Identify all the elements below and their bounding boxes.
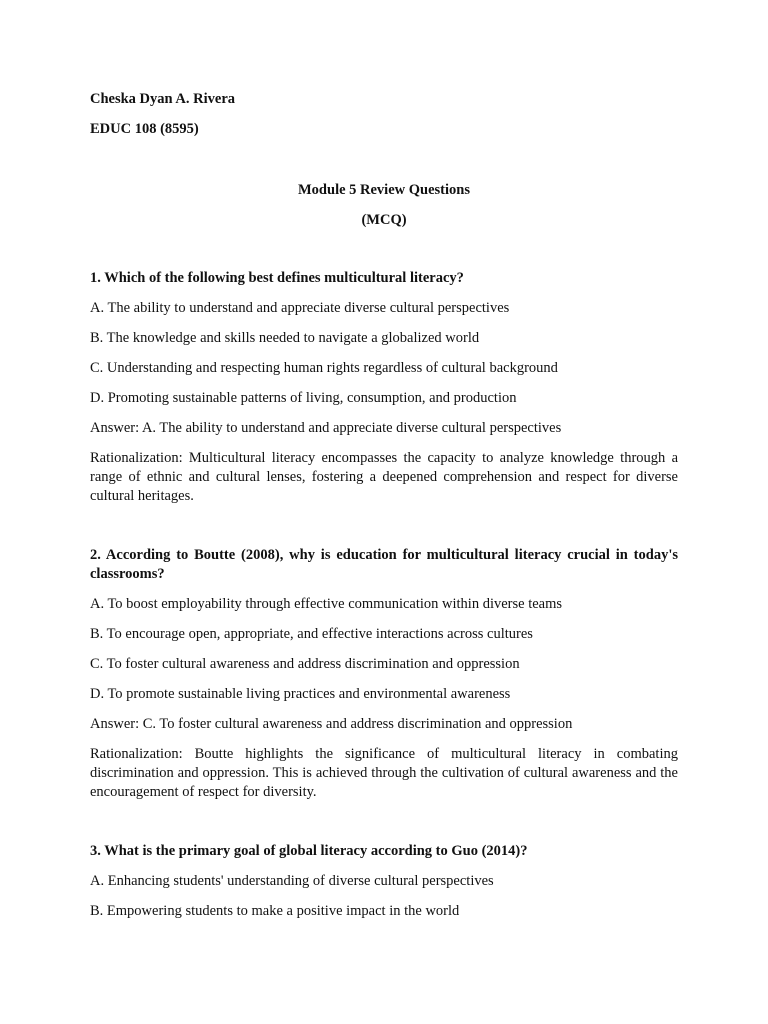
option-c: C. Understanding and respecting human rights regardless of cultural background: [90, 360, 558, 376]
question-1: [90, 269, 678, 506]
question-text: 2. According to Boutte (2008), why is education for multicultural literacy crucial in today's classrooms?: [90, 547, 678, 582]
question-2: [90, 546, 678, 802]
option-a: A. To boost employability through effective communication within diverse teams: [90, 596, 563, 612]
question-text: 1. Which of the following best defines multicultural literacy?: [90, 270, 464, 286]
author-name: Cheska Dyan A. Rivera: [90, 91, 236, 107]
option-d: D. To promote sustainable living practices and environmental awareness: [90, 686, 511, 702]
option-c: C. To foster cultural awareness and address discrimination and oppression: [90, 656, 520, 672]
option-d: D. Promoting sustainable patterns of living, consumption, and production: [90, 390, 517, 406]
answer: Answer: A. The ability to understand and appreciate diverse cultural perspectives: [90, 420, 562, 436]
option-b: B. Empowering students to make a positive impact in the world: [90, 903, 460, 919]
question-3: [90, 842, 678, 921]
option-b: B. The knowledge and skills needed to navigate a globalized world: [90, 330, 480, 346]
option-a: A. Enhancing students' understanding of diverse cultural perspectives: [90, 873, 494, 889]
answer: Answer: C. To foster cultural awareness and address discrimination and oppression: [90, 716, 573, 732]
course-code: EDUC 108 (8595): [90, 121, 199, 137]
document-title: Module 5 Review Questions: [298, 182, 470, 198]
option-b: B. To encourage open, appropriate, and effective interactions across cultures: [90, 626, 533, 642]
rationalization: Rationalization: Boutte highlights the significance of multicultural literacy in combating discrimination and oppression. This is achieved through the cultivation of cultural awareness and the encouragement of respect for diversity.: [90, 746, 678, 800]
document-subtitle: (MCQ): [361, 212, 407, 228]
document-page: [90, 90, 678, 921]
question-text: 3. What is the primary goal of global literacy according to Guo (2014)?: [90, 843, 528, 859]
option-a: A. The ability to understand and appreciate diverse cultural perspectives: [90, 300, 510, 316]
rationalization: Rationalization: Multicultural literacy encompasses the capacity to analyze knowledge through a range of ethnic and cultural lenses, fostering a deepened comprehension and respect for diverse cultural heritages.: [90, 450, 678, 504]
